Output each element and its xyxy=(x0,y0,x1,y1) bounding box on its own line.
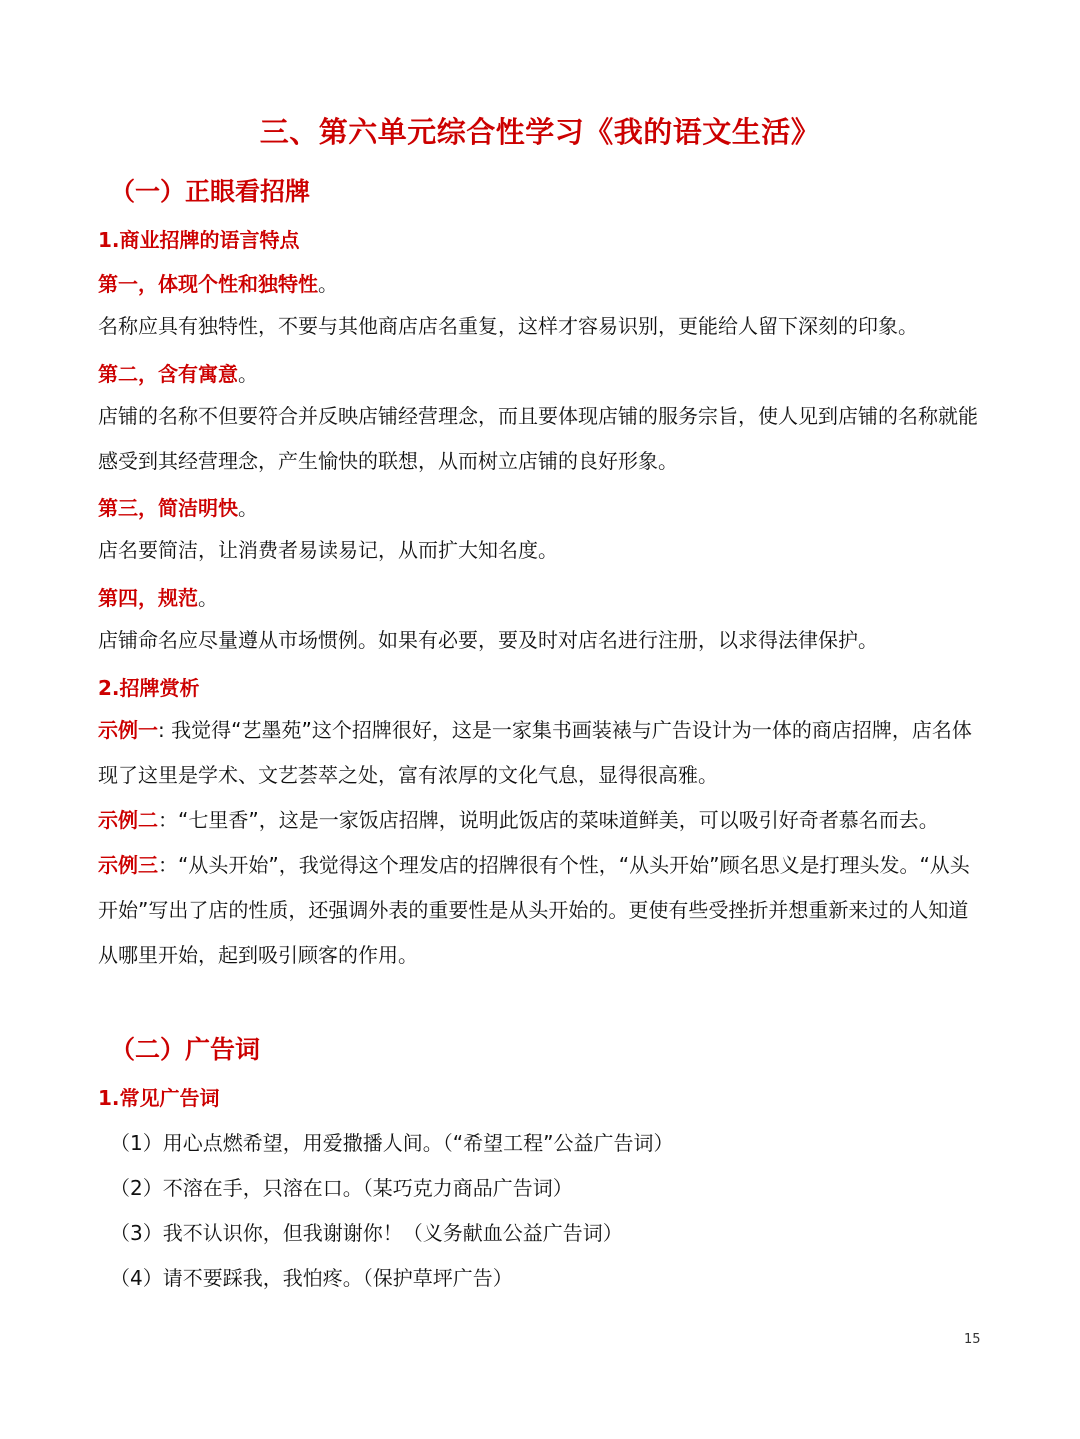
section-heading-signboards: （一）正眼看招牌 xyxy=(110,177,311,206)
page-number: 15 xyxy=(964,1332,981,1347)
point-3-text: 店名要简洁，让消费者易读易记，从而扩大知名度。 xyxy=(98,538,558,562)
slogan-item: （2）不溶在手，只溶在口。（某巧克力商品广告词） xyxy=(110,1176,573,1200)
slogan-item: （4）请不要踩我，我怕疼。（保护草坪广告） xyxy=(110,1266,513,1290)
subheading-signboard-language: 1.商业招牌的语言特点 xyxy=(98,228,300,252)
point-1-text: 名称应具有独特性，不要与其他商店店名重复，这样才容易识别，更能给人留下深刻的印象。 xyxy=(98,314,918,338)
subheading-signboard-appreciation: 2.招牌赏析 xyxy=(98,676,200,700)
page-title: 三、第六单元综合性学习《我的语文生活》 xyxy=(259,115,821,149)
example-1: 示例一: 我觉得“艺墨苑”这个招牌很好，这是一家集书画装裱与广告设计为一体的商店招牌，店名体现了这里是学术、文艺荟萃之处，富有浓厚的文化气息，显得很高雅。 xyxy=(98,718,972,787)
point-1-label: 第一，体现个性和独特性。 xyxy=(98,272,338,296)
slogan-item: （1）用心点燃希望，用爱撒播人间。（“希望工程”公益广告词） xyxy=(110,1131,674,1155)
point-4-label: 第四，规范。 xyxy=(98,586,218,610)
point-3-label: 第三，简洁明快。 xyxy=(98,496,258,520)
section-heading-slogans: （二）广告词 xyxy=(110,1035,261,1064)
slogan-item: （3）我不认识你，但我谢谢你！（义务献血公益广告词） xyxy=(110,1221,623,1245)
point-2-label: 第二，含有寓意。 xyxy=(98,362,258,386)
example-2: 示例二：“七里香”，这是一家饭店招牌，说明此饭店的菜味道鲜美，可以吸引好奇者慕名而去。 xyxy=(98,808,939,832)
example-3: 示例三：“从头开始”，我觉得这个理发店的招牌很有个性，“从头开始”顾名思义是打理头发。“从头开始”写出了店的性质，还强调外表的重要性是从头开始的。更使有些受挫折并想重新来过的人知道从哪里开始，起到吸引顾客的作用。 xyxy=(98,853,970,967)
point-4-text: 店铺命名应尽量遵从市场惯例。如果有必要，要及时对店名进行注册，以求得法律保护。 xyxy=(98,628,878,652)
point-2-text: 店铺的名称不但要符合并反映店铺经营理念，而且要体现店铺的服务宗旨，使人见到店铺的名称就能感受到其经营理念，产生愉快的联想，从而树立店铺的良好形象。 xyxy=(98,404,978,473)
subheading-common-slogans: 1.常见广告词 xyxy=(98,1086,220,1110)
